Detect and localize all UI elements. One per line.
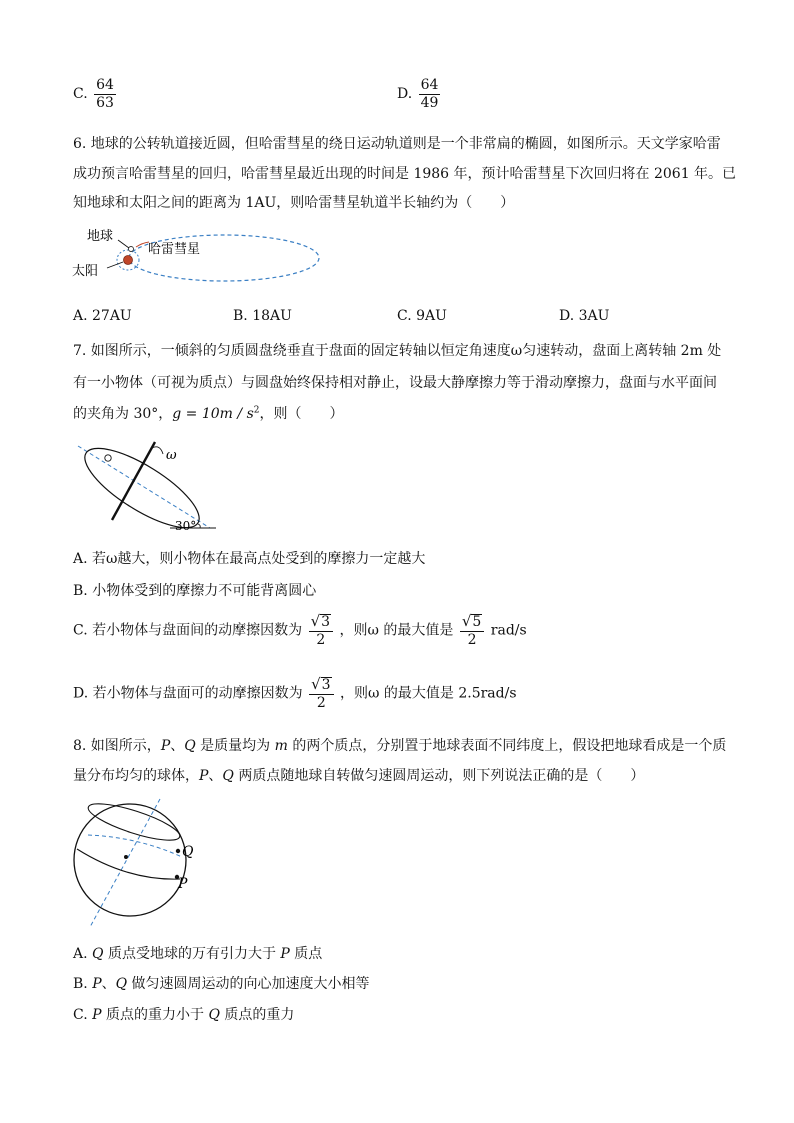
earth-center: [124, 855, 128, 859]
q8-text-line-2: 量分布均匀的球体，P、Q 两质点随地球自转做匀速圆周运动，则下列说法正确的是（ ）: [73, 768, 645, 784]
q8-option-c: C. P 质点的重力小于 Q 质点的重力: [73, 1007, 295, 1023]
point-q-icon: [176, 849, 180, 853]
q7-text-line-1: 7. 如图所示，一倾斜的匀质圆盘绕垂直于盘面的固定转轴以恒定角速度ω匀速转动，盘面上离转轴 2m 处: [73, 343, 722, 359]
q6-text-line-1: 6. 地球的公转轨道接近圆，但哈雷彗星的绕日运动轨道则是一个非常扁的椭圆，如图所示。天文学家哈雷: [73, 136, 721, 152]
q5-option-d-fraction: $\frac{64}{49}$: [420, 77, 439, 111]
omega-label: ω: [166, 448, 177, 463]
q8-option-b: B. P、Q 做匀速圆周运动的向心加速度大小相等: [73, 976, 370, 992]
q7-text-line-3: 的夹角为 30°，$g = 10m / s^2$，则（ ）: [73, 405, 344, 422]
q5-option-c: C. $\frac{64}{63}$: [73, 77, 114, 111]
earth-icon: [129, 247, 134, 252]
q6-option-b: B. 18AU: [233, 308, 292, 324]
q7-option-d: D. 若小物体与盘面可的动摩擦因数为 √ 3 2 ，则ω 的最大值是 2.5rad/s: [73, 675, 517, 711]
latitude-circle-q-back: [88, 835, 182, 857]
q5-option-c-fraction: $\frac{64}{63}$: [96, 77, 114, 111]
q5-option-d: D. $\frac{64}{49}$: [397, 77, 439, 111]
q7-option-d-fraction: √ 3 2: [309, 677, 333, 710]
latitude-circle-p: [77, 849, 180, 879]
q6-orbit-figure: [70, 220, 330, 290]
small-object-icon: [105, 455, 111, 461]
angle-arc: [198, 524, 200, 528]
q6-text-line-2: 成功预言哈雷彗星的回归，哈雷彗星最近出现的时间是 1986 年，预计哈雷彗星下次回归将在 2061 年。已: [73, 166, 737, 182]
sun-icon: [124, 256, 133, 265]
q7-option-c: C. 若小物体与盘面间的动摩擦因数为 √ 3 2 ，则ω 的最大值是 √ 5 2 rad/s: [73, 612, 527, 648]
earth-label: 地球: [87, 229, 114, 244]
q6-option-d: D. 3AU: [559, 308, 610, 324]
incline-dash-line: [78, 446, 210, 528]
q8-option-a: A. Q 质点受地球的万有引力大于 P 质点: [73, 946, 323, 962]
q7-disk-figure: [70, 432, 220, 534]
q7-option-a: A. 若ω越大，则小物体在最高点处受到的摩擦力一定越大: [73, 551, 426, 567]
earth-pointer: [118, 240, 129, 248]
comet-label: 哈雷彗星: [148, 242, 201, 257]
angle-label: 30°: [175, 519, 197, 533]
rotation-arrow-icon: [152, 447, 163, 454]
q7-text-line-2: 有一小物体（可视为质点）与圆盘始终保持相对静止，设最大静摩擦力等于滑动摩擦力，盘面与水平面间: [73, 375, 717, 391]
point-q-label: Q: [182, 844, 194, 860]
sun-label: 太阳: [72, 264, 99, 279]
q6-text-line-3: 知地球和太阳之间的距离为 1AU，则哈雷彗星轨道半长轴约为（ ）: [73, 195, 515, 211]
q6-option-a: A. 27AU: [73, 308, 132, 324]
q7-option-b: B. 小物体受到的摩擦力不可能背离圆心: [73, 583, 317, 599]
earth-sphere: [74, 804, 186, 916]
q8-earth-figure: [68, 797, 208, 932]
q8-text-line-1: 8. 如图所示，P、Q 是质量均为 m 的两个质点，分别置于地球表面不同纬度上，假设把地球看成是一个质: [73, 738, 727, 754]
q6-option-c: C. 9AU: [397, 308, 447, 324]
q7-option-c-fraction-2: √ 5 2: [460, 614, 484, 647]
point-p-label: P: [178, 876, 188, 892]
q7-option-c-fraction-1: √ 3 2: [309, 614, 333, 647]
